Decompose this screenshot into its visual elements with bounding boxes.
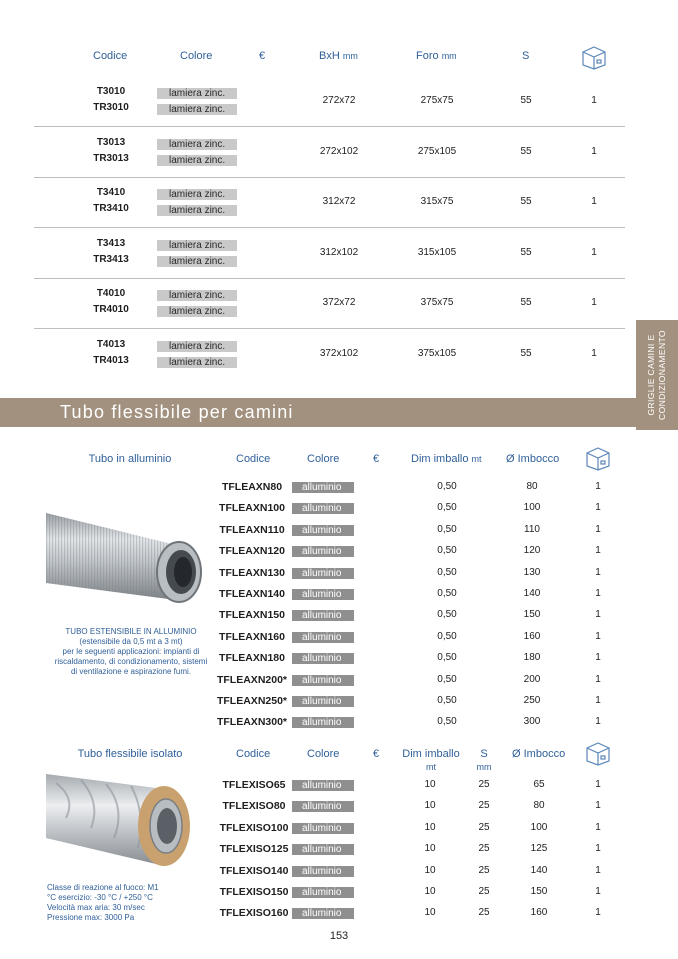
iso-s-value: 25 — [478, 821, 490, 833]
alu-qty-value: 1 — [595, 652, 601, 664]
color-chip: lamiera zinc. — [157, 290, 237, 301]
color-chip: lamiera zinc. — [157, 189, 237, 200]
bxh-value: 372x102 — [319, 347, 359, 359]
iso-s-value: 25 — [478, 864, 490, 876]
alu-header-code: Codice — [236, 453, 271, 465]
iso-header-price: € — [373, 748, 380, 760]
color-chip: alluminio — [292, 503, 354, 514]
alu-dim-value: 0,50 — [437, 630, 457, 642]
alu-desc-line: (estensibile da 0,5 mt a 3 mt) — [79, 637, 183, 646]
alu-mouth-value: 120 — [523, 545, 541, 557]
iso-desc-line: Pressione max: 3000 Pa — [47, 913, 135, 922]
alu-dim-label: Dim imballo — [411, 453, 469, 465]
iso-s-value: 25 — [478, 779, 490, 790]
row-separator — [34, 227, 625, 228]
grille-header-code: Codice — [93, 50, 128, 62]
alu-dim-value: 0,50 — [437, 673, 457, 685]
iso-code: TFLEXISO65 — [222, 779, 286, 791]
iso-mouth-value: 160 — [530, 907, 548, 919]
s-value: 55 — [520, 95, 532, 106]
grille-code: T3413 — [96, 237, 126, 249]
alu-mouth-value: 160 — [523, 630, 541, 642]
grille-code: T3010 — [96, 86, 126, 97]
insulated-tube-image — [46, 768, 196, 873]
row-separator — [34, 177, 625, 178]
iso-code: TFLEXISO80 — [222, 800, 286, 813]
alu-qty-value: 1 — [595, 502, 601, 514]
alu-dim-value: 0,50 — [437, 716, 457, 728]
color-chip: alluminio — [292, 823, 354, 834]
alu-code: TFLEAXN130 — [219, 566, 285, 579]
alu-mouth-value: 110 — [524, 523, 540, 535]
iso-s-value: 25 — [478, 800, 490, 812]
color-chip: lamiera zinc. — [157, 205, 237, 216]
iso-mouth-value: 65 — [533, 779, 545, 790]
alu-dim-value: 0,50 — [437, 652, 457, 664]
alu-code: TFLEAXN180 — [219, 652, 285, 665]
iso-mouth-value: 150 — [530, 886, 548, 897]
iso-code: TFLEXISO150 — [219, 886, 289, 898]
color-chip: alluminio — [292, 589, 354, 600]
alu-desc-line: per le seguenti applicazioni: impianti di — [62, 647, 200, 656]
iso-code: TFLEXISO125 — [219, 843, 289, 856]
alu-code: TFLEAXN100 — [219, 502, 285, 515]
alu-dim-unit: mt — [471, 454, 482, 464]
s-value: 55 — [520, 145, 532, 157]
section-title: Tubo flessibile per camini — [60, 402, 294, 422]
bxh-value: 312x102 — [319, 246, 359, 258]
alu-mouth-value: 140 — [523, 588, 541, 599]
iso-mouth-value: 125 — [530, 843, 548, 855]
alu-code: TFLEAXN80 — [221, 481, 283, 493]
alu-desc-line: TUBO ESTENSIBILE IN ALLUMINIO — [65, 627, 197, 636]
row-separator — [34, 278, 625, 279]
alu-qty-value: 1 — [595, 481, 601, 492]
grille-code: TR3410 — [93, 203, 129, 214]
alu-code: TFLEAXN110 — [219, 523, 285, 536]
iso-header-code: Codice — [236, 748, 271, 760]
color-chip: alluminio — [292, 482, 354, 493]
iso-header-mouth: Ø Imbocco — [512, 748, 566, 760]
qty-value: 1 — [591, 347, 597, 359]
bxh-value: 372x72 — [322, 297, 356, 308]
alu-code: TFLEAXN160 — [219, 630, 285, 643]
iso-desc-line: °C esercizio: -30 °C / +250 °C — [47, 893, 153, 902]
hole-value: 275x105 — [417, 145, 457, 157]
color-chip: lamiera zinc. — [157, 139, 237, 150]
alu-dim-value: 0,50 — [437, 588, 457, 599]
grille-code: T3013 — [96, 136, 126, 148]
package-box-icon — [584, 740, 612, 771]
bxh-value: 312x72 — [322, 196, 356, 207]
alu-title: Tubo in alluminio — [88, 453, 172, 465]
qty-value: 1 — [591, 297, 597, 308]
iso-desc-line: Classe di reazione al fuoco: M1 — [47, 883, 159, 892]
alu-qty-value: 1 — [595, 673, 601, 685]
qty-value: 1 — [591, 145, 597, 157]
alu-qty-value: 1 — [595, 716, 601, 728]
color-chip: alluminio — [292, 844, 354, 855]
grille-code: TR3010 — [93, 102, 129, 113]
iso-qty-value: 1 — [595, 907, 601, 919]
qty-value: 1 — [591, 246, 597, 258]
grille-header-s: S — [522, 50, 530, 62]
color-chip: lamiera zinc. — [157, 240, 237, 251]
iso-header-color: Colore — [307, 748, 340, 760]
package-box-icon — [580, 44, 608, 75]
alu-qty-value: 1 — [595, 630, 601, 642]
iso-dim-value: 10 — [424, 821, 436, 833]
page-number: 153 — [329, 930, 349, 942]
s-value: 55 — [520, 196, 532, 207]
hole-label: Foro — [416, 50, 439, 62]
iso-dim-unit: mt — [426, 762, 436, 772]
bxh-unit: mm — [342, 51, 358, 61]
color-chip: lamiera zinc. — [157, 306, 237, 317]
iso-mouth-value: 100 — [530, 821, 548, 833]
hole-value: 315x105 — [417, 246, 457, 258]
iso-header-dim — [401, 748, 461, 774]
alu-code: TFLEAXN300* — [216, 716, 288, 729]
grille-code: T4013 — [96, 338, 126, 350]
alu-mouth-value: 250 — [523, 695, 541, 706]
grille-header-bxh — [319, 50, 358, 62]
alu-dim-value: 0,50 — [437, 502, 457, 514]
color-chip: alluminio — [292, 696, 354, 707]
grille-code: TR3013 — [93, 152, 129, 164]
iso-dim-label: Dim imballo — [402, 748, 460, 760]
color-chip: alluminio — [292, 632, 354, 643]
iso-description — [47, 883, 217, 923]
color-chip: alluminio — [292, 675, 354, 686]
alu-description — [44, 627, 218, 677]
color-chip: lamiera zinc. — [157, 357, 237, 368]
hole-value: 375x75 — [420, 297, 454, 308]
grille-header-color: Colore — [180, 50, 213, 62]
alu-mouth-value: 180 — [523, 652, 541, 664]
iso-desc-line: Velocità max aria: 30 m/sec — [47, 903, 145, 912]
hole-value: 375x105 — [417, 347, 457, 359]
grille-code: T4010 — [96, 288, 126, 299]
alu-mouth-value: 100 — [523, 502, 541, 514]
alu-code: TFLEAXN200* — [216, 673, 288, 686]
iso-qty-value: 1 — [595, 864, 601, 876]
side-tab-line1: GRIGLIE CAMINI E — [646, 334, 656, 416]
grille-header-price: € — [259, 50, 266, 62]
iso-s-unit: mm — [476, 762, 492, 772]
alu-mouth-value: 80 — [526, 481, 538, 492]
iso-dim-value: 10 — [424, 843, 436, 855]
iso-s-value: 25 — [478, 843, 490, 855]
color-chip: lamiera zinc. — [157, 155, 237, 166]
side-tab-line2: CONDIZIONAMENTO — [657, 330, 667, 420]
alu-code: TFLEAXN250* — [216, 695, 288, 707]
qty-value: 1 — [591, 196, 597, 207]
iso-dim-value: 10 — [424, 886, 436, 897]
iso-s-value: 25 — [478, 886, 490, 897]
iso-code: TFLEXISO100 — [219, 821, 289, 834]
color-chip: alluminio — [292, 866, 354, 877]
hole-value: 275x75 — [420, 95, 454, 106]
alu-dim-value: 0,50 — [437, 609, 457, 621]
alu-dim-value: 0,50 — [437, 523, 457, 535]
iso-header-s — [470, 748, 498, 774]
alu-mouth-value: 130 — [523, 566, 541, 578]
iso-qty-value: 1 — [595, 821, 601, 833]
alu-dim-value: 0,50 — [437, 545, 457, 557]
iso-mouth-value: 80 — [533, 800, 545, 812]
alu-code: TFLEAXN120 — [219, 545, 285, 558]
color-chip: lamiera zinc. — [157, 104, 237, 115]
color-chip: alluminio — [292, 908, 354, 919]
alu-header-price: € — [373, 453, 380, 465]
grille-code: TR4013 — [93, 354, 129, 366]
alu-mouth-value: 200 — [523, 673, 541, 685]
aluminium-tube-image — [46, 505, 204, 610]
iso-dim-value: 10 — [424, 907, 436, 919]
alu-mouth-value: 150 — [523, 609, 541, 621]
grille-code: T3410 — [96, 187, 126, 198]
grille-code: TR4010 — [93, 304, 129, 315]
section-banner — [0, 398, 636, 427]
alu-qty-value: 1 — [595, 545, 601, 557]
iso-code: TFLEXISO160 — [219, 907, 289, 920]
hole-value: 315x75 — [420, 196, 454, 207]
hole-unit: mm — [441, 51, 457, 61]
bxh-label: BxH — [319, 50, 340, 62]
side-tab — [636, 320, 678, 430]
alu-dim-value: 0,50 — [437, 695, 457, 706]
grille-code: TR3413 — [93, 253, 129, 265]
alu-qty-value: 1 — [595, 695, 601, 706]
s-value: 55 — [520, 246, 532, 258]
alu-qty-value: 1 — [595, 609, 601, 621]
row-separator — [34, 328, 625, 329]
qty-value: 1 — [591, 95, 597, 106]
color-chip: alluminio — [292, 568, 354, 579]
package-box-icon — [584, 445, 612, 476]
bxh-value: 272x102 — [319, 145, 359, 157]
row-separator — [34, 126, 625, 127]
iso-title: Tubo flessibile isolato — [77, 748, 183, 760]
alu-desc-line: riscaldamento, di condizionamento, sistemi — [54, 657, 208, 666]
iso-mouth-value: 140 — [530, 864, 548, 876]
bxh-value: 272x72 — [322, 95, 356, 106]
alu-code: TFLEAXN140 — [219, 588, 285, 600]
color-chip: alluminio — [292, 546, 354, 557]
alu-dim-value: 0,50 — [437, 566, 457, 578]
iso-qty-value: 1 — [595, 800, 601, 812]
iso-dim-value: 10 — [424, 800, 436, 812]
iso-s-label: S — [480, 748, 488, 760]
color-chip: lamiera zinc. — [157, 341, 237, 352]
alu-desc-line: di ventilazione e aspirazione fumi. — [70, 667, 192, 676]
iso-dim-value: 10 — [424, 864, 436, 876]
s-value: 55 — [520, 347, 532, 359]
alu-dim-value: 0,50 — [437, 481, 457, 492]
iso-qty-value: 1 — [595, 779, 601, 790]
alu-header-dim — [411, 453, 482, 465]
color-chip: alluminio — [292, 610, 354, 621]
color-chip: alluminio — [292, 780, 354, 791]
iso-dim-value: 10 — [424, 779, 436, 790]
iso-code: TFLEXISO140 — [219, 864, 289, 877]
alu-code: TFLEAXN150 — [219, 609, 285, 622]
alu-header-mouth: Ø Imbocco — [506, 453, 560, 465]
alu-qty-value: 1 — [595, 566, 601, 578]
color-chip: alluminio — [292, 653, 354, 664]
alu-qty-value: 1 — [595, 588, 601, 599]
s-value: 55 — [520, 297, 532, 308]
iso-qty-value: 1 — [595, 843, 601, 855]
iso-s-value: 25 — [478, 907, 490, 919]
color-chip: lamiera zinc. — [157, 88, 237, 99]
color-chip: alluminio — [292, 717, 354, 728]
color-chip: alluminio — [292, 801, 354, 812]
color-chip: alluminio — [292, 887, 354, 898]
color-chip: alluminio — [292, 525, 354, 536]
alu-header-color: Colore — [307, 453, 340, 465]
grille-header-hole — [416, 50, 457, 62]
alu-qty-value: 1 — [595, 523, 601, 535]
color-chip: lamiera zinc. — [157, 256, 237, 267]
alu-mouth-value: 300 — [523, 716, 541, 728]
iso-qty-value: 1 — [595, 886, 601, 897]
